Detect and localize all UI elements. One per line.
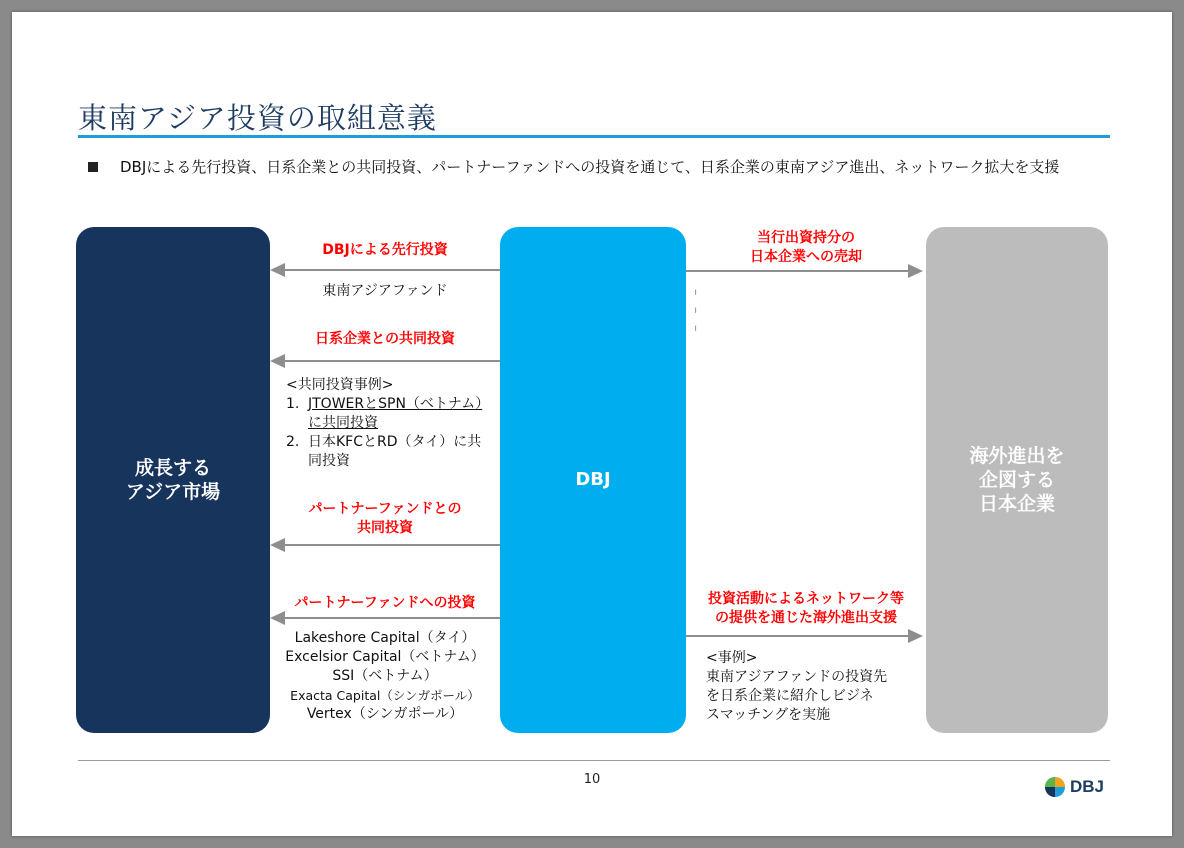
label-partner-co-investment: パートナーファンドとの 共同投資: [308, 501, 462, 536]
arrow-co-investment: [284, 360, 500, 362]
case-link-jtower[interactable]: JTOWERとSPN（ベトナム）に共同投資: [308, 396, 483, 431]
arrowhead-left-icon: [270, 538, 285, 552]
case-number: 2.: [286, 434, 300, 450]
case-number: 1.: [286, 396, 300, 412]
case-item: [286, 433, 486, 471]
arrowhead-right-icon: [908, 264, 923, 278]
arrowhead-left-icon: [270, 354, 285, 368]
stray-mark: ╵: [693, 291, 699, 301]
slide-title: 東南アジア投資の取組意義: [78, 101, 437, 135]
bullet-square-icon: [88, 162, 98, 172]
arrowhead-left-icon: [270, 263, 285, 277]
arrow-partner-fund-investment: [284, 617, 500, 619]
fund-item: Lakeshore Capital（タイ）: [294, 630, 476, 646]
fund-item: SSI（ベトナム）: [332, 668, 438, 684]
example-header: <事例>: [706, 650, 758, 666]
logo-text: DBJ: [1070, 777, 1105, 796]
co-investment-cases: [286, 376, 486, 471]
fund-item: Excelsior Capital（ベトナム）: [285, 649, 485, 665]
arrow-stake-sale: [686, 270, 912, 272]
label-co-investment: 日系企業との共同投資: [315, 331, 455, 347]
case-item: [286, 395, 486, 433]
advance-investment-detail: 東南アジアファンド: [322, 283, 448, 299]
arrowhead-left-icon: [270, 611, 285, 625]
cases-list: [286, 395, 486, 471]
network-example: [706, 649, 916, 725]
case-text-kfc: 日本KFCとRD（タイ）に共同投資: [308, 434, 482, 469]
example-line: 東南アジアファンドの投資先: [706, 669, 888, 685]
stray-mark: ╵: [693, 309, 699, 319]
label-network-support: 投資活動によるネットワーク等 の提供を通じた海外進出支援: [708, 591, 904, 626]
stray-mark: ╵: [693, 327, 699, 337]
label-stake-sale: 当行出資持分の 日本企業への売却: [750, 230, 862, 265]
fund-item: Vertex（シンガポール）: [306, 706, 464, 722]
arrow-partner-co-investment: [284, 544, 500, 546]
example-line: を日系企業に紹介しビジネ: [706, 688, 874, 704]
dbj-globe-icon: [1044, 776, 1066, 798]
fund-item: Exacta Capital（シンガポール）: [290, 688, 480, 703]
title-underline: [78, 135, 1110, 138]
bullet-text: DBJによる先行投資、日系企業との共同投資、パートナーファンドへの投資を通じて、日系企業の東南アジア進出、ネットワーク拡大を支援: [120, 158, 1060, 176]
slide-page: [12, 12, 1172, 836]
label-advance-investment: DBJによる先行投資: [322, 242, 448, 258]
box-asia-market: 成長する アジア市場: [76, 227, 270, 733]
cases-header: <共同投資事例>: [286, 377, 394, 393]
label-partner-fund-investment: パートナーファンドへの投資: [294, 595, 476, 611]
arrow-advance-investment: [284, 269, 500, 271]
page-number: 10: [583, 772, 601, 787]
box-dbj: DBJ: [500, 227, 686, 733]
dbj-logo: [1044, 776, 1104, 798]
box-japanese-companies: 海外進出を 企図する 日本企業: [926, 227, 1108, 733]
partner-fund-list: [270, 629, 500, 724]
arrowhead-right-icon: [908, 629, 923, 643]
arrow-network-support: [686, 635, 912, 637]
footer-rule: [78, 760, 1110, 761]
example-line: スマッチングを実施: [706, 707, 831, 723]
